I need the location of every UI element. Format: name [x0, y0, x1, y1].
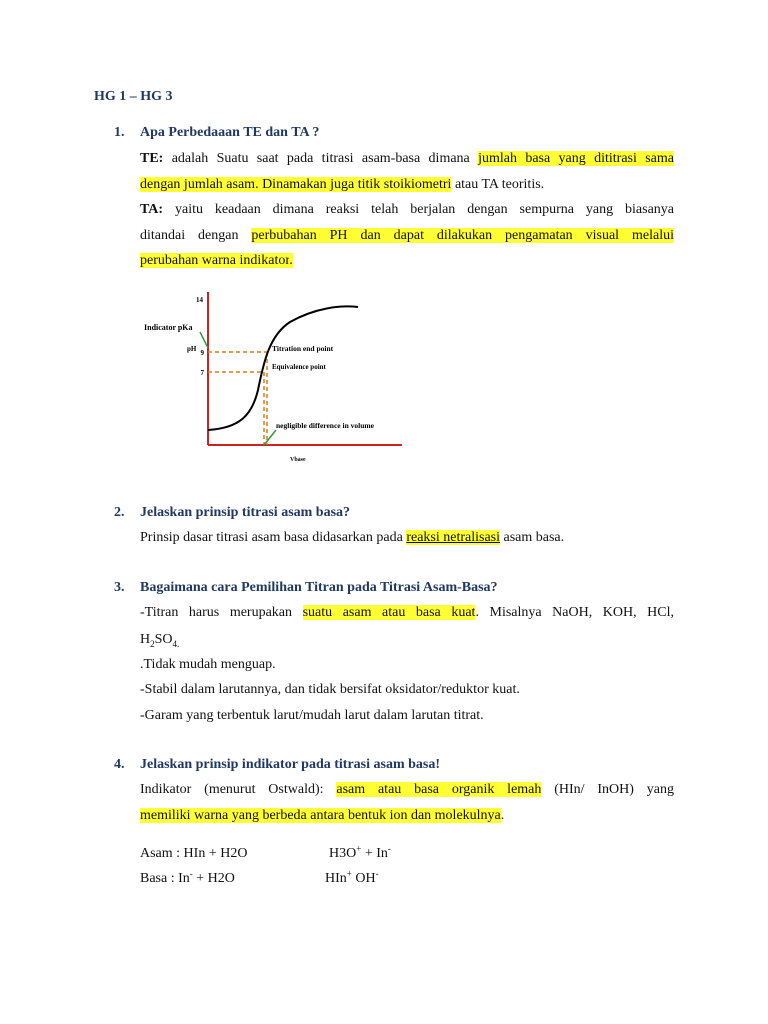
- formula-part: SO: [154, 632, 173, 647]
- y-tick-14: 14: [196, 296, 203, 304]
- highlight: perubahan warna indikator: [140, 253, 290, 268]
- question-1-heading: [114, 125, 319, 141]
- ta-label: TA:: [140, 202, 164, 217]
- q4-text-end: (HIn/ InOH) yang: [541, 782, 674, 797]
- eq-part: OH: [351, 871, 376, 886]
- highlight-period: .: [289, 253, 293, 268]
- formula-subscript: 4.: [172, 638, 180, 649]
- q3-line-1: [140, 605, 674, 621]
- y-axis-ph-label: pH: [187, 345, 197, 353]
- q3-line-4: -Stabil dalam larutannya, dan tidak bersifat oksidator/reduktor kuat.: [140, 682, 520, 697]
- eq-part: H3O: [329, 846, 357, 861]
- question-text: Jelaskan prinsip indikator pada titrasi asam basa!: [140, 757, 441, 772]
- ta-text: yaitu keadaan dimana reaksi telah berjalan dengan sempurna yang biasanya: [163, 202, 674, 217]
- negligible-label: negligible difference in volume: [276, 421, 374, 430]
- q4-line-1: [140, 782, 674, 798]
- highlight: suatu asam atau basa kuat: [302, 605, 476, 620]
- y-tick-9: 9: [200, 349, 204, 357]
- document-title: HG 1 – HG 3: [94, 89, 173, 104]
- highlight: perbubahan PH dan dapat dilakukan pengamatan visual melalui: [251, 228, 674, 243]
- q3-text: -Titran harus merupakan: [140, 605, 303, 620]
- highlight: reaksi netralisasi: [406, 530, 500, 545]
- eq-superscript: -: [375, 868, 379, 879]
- negligible-marker: [264, 430, 276, 445]
- highlight: memiliki warna yang berbeda antara bentuk ion dan molekulnya: [140, 808, 501, 823]
- q4-line-2: [140, 808, 674, 824]
- question-text: Jelaskan prinsip titrasi asam basa?: [140, 505, 351, 520]
- q4-text-end: .: [500, 808, 505, 823]
- end-point-label: Titration end point: [272, 344, 334, 353]
- eq-superscript: -: [189, 868, 193, 879]
- question-3-heading: [114, 580, 498, 596]
- te-text-end: atau TA teoritis.: [451, 177, 545, 192]
- equation-base-right: [325, 868, 379, 887]
- equivalence-label: Equivalence point: [272, 363, 326, 371]
- ta-line-2: [140, 228, 674, 244]
- q2-answer: [140, 530, 674, 546]
- question-4-heading: [114, 757, 440, 773]
- te-line-2: [140, 177, 674, 193]
- question-2-heading: [114, 505, 350, 521]
- highlight: [140, 177, 451, 192]
- formula-part: H: [140, 632, 151, 647]
- indicator-marker: [200, 332, 208, 348]
- q2-text-end: asam basa.: [500, 530, 565, 545]
- te-label: TE:: [140, 151, 164, 166]
- q3-line-2-formula: [140, 632, 674, 648]
- titration-curve-figure: [140, 280, 410, 470]
- q3-line-5: -Garam yang terbentuk larut/mudah larut dalam larutan titrat.: [140, 708, 484, 723]
- te-text: adalah Suatu saat pada titrasi asam-basa dimana: [163, 151, 479, 166]
- te-line-1: [140, 151, 674, 167]
- eq-part: Basa : In: [140, 871, 190, 886]
- highlight: jumlah basa yang dititrasi sama: [478, 151, 674, 166]
- eq-part: HIn: [325, 871, 347, 886]
- ta-text-2: ditandai dengan: [140, 228, 252, 243]
- eq-part: + H2O: [192, 871, 235, 886]
- q3-text-end: . Misalnya NaOH, KOH, HCl,: [475, 605, 674, 620]
- q4-text: Indikator (menurut Ostwald):: [140, 782, 337, 797]
- eq-superscript: +: [356, 843, 362, 854]
- eq-superscript: +: [346, 868, 352, 879]
- question-text: Bagaimana cara Pemilihan Titran pada Titrasi Asam-Basa?: [140, 580, 498, 595]
- equation-acid-left: Asam : HIn + H2O: [140, 846, 248, 861]
- question-number: 3.: [114, 580, 125, 595]
- indicator-label: Indicator pKa: [144, 323, 193, 332]
- eq-superscript: -: [387, 843, 391, 854]
- y-tick-7: 7: [200, 369, 204, 377]
- question-number: 1.: [114, 125, 125, 140]
- te-highlight-text: dengan jumlah asam. Dinamakan juga titik stoikiometri: [140, 177, 452, 192]
- question-number: 2.: [114, 505, 125, 520]
- x-axis-label: Vbase: [290, 457, 306, 463]
- question-number: 4.: [114, 757, 125, 772]
- eq-part: + In: [361, 846, 388, 861]
- question-text: Apa Perbedaaan TE dan TA ?: [140, 125, 320, 140]
- equation-acid-right: [329, 843, 391, 862]
- ta-line-1: [140, 202, 674, 218]
- ta-line-3: [140, 253, 674, 269]
- q2-text: Prinsip dasar titrasi asam basa didasarkan pada: [140, 530, 407, 545]
- equation-base-left: [140, 868, 235, 887]
- q3-line-3: .Tidak mudah menguap.: [140, 657, 276, 672]
- highlight: asam atau basa organik lemah: [336, 782, 542, 797]
- formula-subscript: 2: [150, 638, 155, 649]
